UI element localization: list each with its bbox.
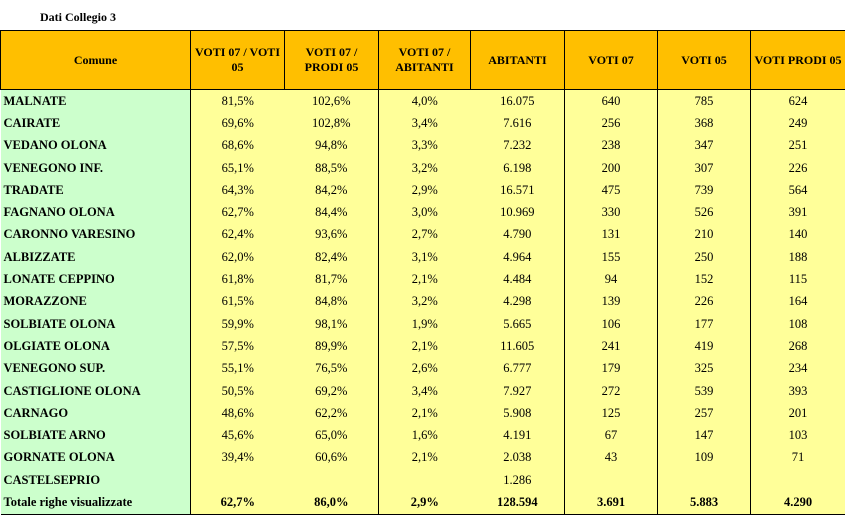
table-row bbox=[1, 335, 845, 357]
table-row bbox=[1, 90, 845, 113]
cell-ratio-prodi05 bbox=[285, 469, 379, 491]
cell-abitanti: 6.777 bbox=[471, 358, 565, 380]
cell-abitanti: 4.790 bbox=[471, 224, 565, 246]
cell-ratio-voti05: 57,5% bbox=[191, 335, 285, 357]
cell-ratio-prodi05: 76,5% bbox=[285, 358, 379, 380]
table-row bbox=[1, 201, 845, 223]
cell-ratio-prodi05: 69,2% bbox=[285, 380, 379, 402]
cell-ratio-voti05: 68,6% bbox=[191, 135, 285, 157]
cell-ratio-voti05: 61,8% bbox=[191, 268, 285, 290]
cell-voti-prodi05: 234 bbox=[751, 358, 845, 380]
cell-comune: SOLBIATE ARNO bbox=[1, 424, 191, 446]
header-row bbox=[1, 31, 845, 90]
cell-comune: MALNATE bbox=[1, 90, 191, 113]
cell-ratio-abitanti: 2,7% bbox=[379, 224, 471, 246]
cell-ratio-abitanti: 3,2% bbox=[379, 157, 471, 179]
cell-voti-prodi05 bbox=[751, 469, 845, 491]
table-row bbox=[1, 313, 845, 335]
cell-abitanti: 5.665 bbox=[471, 313, 565, 335]
cell-ratio-abitanti: 3,0% bbox=[379, 201, 471, 223]
cell-ratio-prodi05: 84,8% bbox=[285, 291, 379, 313]
cell-abitanti: 11.605 bbox=[471, 335, 565, 357]
cell-abitanti: 128.594 bbox=[471, 491, 565, 514]
cell-ratio-voti05: 81,5% bbox=[191, 90, 285, 113]
table-row bbox=[1, 157, 845, 179]
cell-voti07: 238 bbox=[565, 135, 658, 157]
page-title: Dati Collegio 3 bbox=[40, 10, 116, 24]
header-ratio-abitanti: VOTI 07 / ABITANTI bbox=[379, 31, 471, 90]
table-row bbox=[1, 447, 845, 469]
cell-abitanti: 7.232 bbox=[471, 135, 565, 157]
cell-abitanti: 16.075 bbox=[471, 90, 565, 113]
cell-comune: MORAZZONE bbox=[1, 291, 191, 313]
cell-voti05: 250 bbox=[658, 246, 751, 268]
cell-ratio-voti05: 45,6% bbox=[191, 424, 285, 446]
cell-abitanti: 2.038 bbox=[471, 447, 565, 469]
cell-ratio-voti05: 69,6% bbox=[191, 112, 285, 134]
cell-ratio-abitanti: 3,4% bbox=[379, 112, 471, 134]
cell-voti-prodi05: 624 bbox=[751, 90, 845, 113]
cell-abitanti: 4.298 bbox=[471, 291, 565, 313]
cell-voti05: 539 bbox=[658, 380, 751, 402]
cell-ratio-abitanti: 2,9% bbox=[379, 491, 471, 514]
cell-ratio-voti05: 62,7% bbox=[191, 201, 285, 223]
header-ratio-voti05: VOTI 07 / VOTI 05 bbox=[191, 31, 285, 90]
cell-voti-prodi05: 564 bbox=[751, 179, 845, 201]
cell-voti-prodi05: 188 bbox=[751, 246, 845, 268]
cell-ratio-prodi05: 82,4% bbox=[285, 246, 379, 268]
cell-comune: Totale righe visualizzate bbox=[1, 491, 191, 514]
header-voti07: VOTI 07 bbox=[565, 31, 658, 90]
cell-voti07: 330 bbox=[565, 201, 658, 223]
cell-ratio-voti05: 61,5% bbox=[191, 291, 285, 313]
cell-abitanti: 7.616 bbox=[471, 112, 565, 134]
cell-ratio-prodi05: 86,0% bbox=[285, 491, 379, 514]
cell-voti07: 106 bbox=[565, 313, 658, 335]
cell-ratio-prodi05: 102,6% bbox=[285, 90, 379, 113]
header-ratio-prodi05: VOTI 07 / PRODI 05 bbox=[285, 31, 379, 90]
cell-ratio-abitanti: 2,1% bbox=[379, 268, 471, 290]
cell-voti-prodi05: 140 bbox=[751, 224, 845, 246]
cell-ratio-abitanti: 1,9% bbox=[379, 313, 471, 335]
cell-voti05: 210 bbox=[658, 224, 751, 246]
cell-voti05: 347 bbox=[658, 135, 751, 157]
cell-ratio-abitanti: 2,6% bbox=[379, 358, 471, 380]
header-voti05: VOTI 05 bbox=[658, 31, 751, 90]
table-row bbox=[1, 291, 845, 313]
cell-voti05: 109 bbox=[658, 447, 751, 469]
cell-ratio-voti05: 59,9% bbox=[191, 313, 285, 335]
cell-comune: CARNAGO bbox=[1, 402, 191, 424]
cell-voti07: 640 bbox=[565, 90, 658, 113]
cell-abitanti: 4.964 bbox=[471, 246, 565, 268]
cell-ratio-prodi05: 62,2% bbox=[285, 402, 379, 424]
cell-ratio-voti05: 39,4% bbox=[191, 447, 285, 469]
cell-ratio-abitanti: 3,2% bbox=[379, 291, 471, 313]
cell-ratio-prodi05: 102,8% bbox=[285, 112, 379, 134]
table-row bbox=[1, 469, 845, 491]
cell-comune: CASTELSEPRIO bbox=[1, 469, 191, 491]
cell-voti07: 131 bbox=[565, 224, 658, 246]
cell-comune: OLGIATE OLONA bbox=[1, 335, 191, 357]
cell-voti07: 94 bbox=[565, 268, 658, 290]
cell-voti-prodi05: 268 bbox=[751, 335, 845, 357]
cell-ratio-voti05: 55,1% bbox=[191, 358, 285, 380]
cell-abitanti: 10.969 bbox=[471, 201, 565, 223]
cell-voti07: 272 bbox=[565, 380, 658, 402]
cell-comune: CARONNO VARESINO bbox=[1, 224, 191, 246]
cell-ratio-prodi05: 93,6% bbox=[285, 224, 379, 246]
table-row bbox=[1, 179, 845, 201]
table-row bbox=[1, 268, 845, 290]
cell-voti-prodi05: 115 bbox=[751, 268, 845, 290]
cell-ratio-prodi05: 94,8% bbox=[285, 135, 379, 157]
cell-voti-prodi05: 249 bbox=[751, 112, 845, 134]
cell-voti-prodi05: 226 bbox=[751, 157, 845, 179]
cell-voti07: 67 bbox=[565, 424, 658, 446]
cell-voti05: 147 bbox=[658, 424, 751, 446]
cell-voti05: 368 bbox=[658, 112, 751, 134]
cell-ratio-prodi05: 60,6% bbox=[285, 447, 379, 469]
cell-voti05: 739 bbox=[658, 179, 751, 201]
cell-ratio-prodi05: 88,5% bbox=[285, 157, 379, 179]
cell-ratio-abitanti: 4,0% bbox=[379, 90, 471, 113]
cell-voti-prodi05: 71 bbox=[751, 447, 845, 469]
cell-ratio-abitanti: 2,1% bbox=[379, 402, 471, 424]
cell-ratio-abitanti: 2,1% bbox=[379, 447, 471, 469]
cell-abitanti: 5.908 bbox=[471, 402, 565, 424]
cell-voti07: 241 bbox=[565, 335, 658, 357]
cell-comune: FAGNANO OLONA bbox=[1, 201, 191, 223]
cell-ratio-voti05: 64,3% bbox=[191, 179, 285, 201]
table-row bbox=[1, 135, 845, 157]
cell-comune: CAIRATE bbox=[1, 112, 191, 134]
table-row bbox=[1, 402, 845, 424]
cell-ratio-prodi05: 81,7% bbox=[285, 268, 379, 290]
cell-voti-prodi05: 108 bbox=[751, 313, 845, 335]
header-voti-prodi05: VOTI PRODI 05 bbox=[751, 31, 845, 90]
cell-voti-prodi05: 393 bbox=[751, 380, 845, 402]
cell-voti05: 152 bbox=[658, 268, 751, 290]
cell-abitanti: 4.191 bbox=[471, 424, 565, 446]
cell-voti05: 526 bbox=[658, 201, 751, 223]
cell-ratio-voti05: 62,0% bbox=[191, 246, 285, 268]
cell-comune: VENEGONO INF. bbox=[1, 157, 191, 179]
cell-voti-prodi05: 103 bbox=[751, 424, 845, 446]
data-table bbox=[0, 30, 845, 515]
cell-ratio-abitanti: 1,6% bbox=[379, 424, 471, 446]
cell-voti05: 785 bbox=[658, 90, 751, 113]
cell-ratio-voti05: 48,6% bbox=[191, 402, 285, 424]
cell-ratio-abitanti: 2,9% bbox=[379, 179, 471, 201]
table-row bbox=[1, 424, 845, 446]
cell-voti07: 139 bbox=[565, 291, 658, 313]
cell-comune: LONATE CEPPINO bbox=[1, 268, 191, 290]
cell-ratio-voti05: 50,5% bbox=[191, 380, 285, 402]
cell-voti07: 155 bbox=[565, 246, 658, 268]
cell-ratio-abitanti: 2,1% bbox=[379, 335, 471, 357]
total-row bbox=[1, 491, 845, 514]
cell-voti07: 256 bbox=[565, 112, 658, 134]
cell-abitanti: 16.571 bbox=[471, 179, 565, 201]
cell-abitanti: 7.927 bbox=[471, 380, 565, 402]
cell-ratio-prodi05: 84,2% bbox=[285, 179, 379, 201]
cell-ratio-voti05: 62,7% bbox=[191, 491, 285, 514]
cell-ratio-prodi05: 98,1% bbox=[285, 313, 379, 335]
cell-ratio-abitanti bbox=[379, 469, 471, 491]
cell-voti07: 125 bbox=[565, 402, 658, 424]
cell-abitanti: 1.286 bbox=[471, 469, 565, 491]
cell-voti07: 3.691 bbox=[565, 491, 658, 514]
cell-comune: SOLBIATE OLONA bbox=[1, 313, 191, 335]
cell-ratio-voti05 bbox=[191, 469, 285, 491]
header-abitanti: ABITANTI bbox=[471, 31, 565, 90]
cell-voti-prodi05: 391 bbox=[751, 201, 845, 223]
cell-comune: VEDANO OLONA bbox=[1, 135, 191, 157]
cell-ratio-abitanti: 3,4% bbox=[379, 380, 471, 402]
cell-voti05: 177 bbox=[658, 313, 751, 335]
cell-ratio-prodi05: 65,0% bbox=[285, 424, 379, 446]
table-row bbox=[1, 380, 845, 402]
cell-comune: VENEGONO SUP. bbox=[1, 358, 191, 380]
cell-comune: GORNATE OLONA bbox=[1, 447, 191, 469]
cell-voti05: 419 bbox=[658, 335, 751, 357]
table-row bbox=[1, 112, 845, 134]
table-body bbox=[1, 90, 845, 515]
cell-voti07 bbox=[565, 469, 658, 491]
cell-ratio-abitanti: 3,1% bbox=[379, 246, 471, 268]
cell-abitanti: 6.198 bbox=[471, 157, 565, 179]
cell-voti-prodi05: 164 bbox=[751, 291, 845, 313]
cell-ratio-prodi05: 84,4% bbox=[285, 201, 379, 223]
cell-voti05: 257 bbox=[658, 402, 751, 424]
table-row bbox=[1, 358, 845, 380]
cell-ratio-voti05: 62,4% bbox=[191, 224, 285, 246]
cell-abitanti: 4.484 bbox=[471, 268, 565, 290]
cell-voti07: 179 bbox=[565, 358, 658, 380]
header-comune: Comune bbox=[1, 31, 191, 90]
cell-voti05: 325 bbox=[658, 358, 751, 380]
cell-ratio-voti05: 65,1% bbox=[191, 157, 285, 179]
cell-ratio-abitanti: 3,3% bbox=[379, 135, 471, 157]
table-row bbox=[1, 224, 845, 246]
cell-voti07: 200 bbox=[565, 157, 658, 179]
cell-comune: CASTIGLIONE OLONA bbox=[1, 380, 191, 402]
cell-voti-prodi05: 4.290 bbox=[751, 491, 845, 514]
table-row bbox=[1, 246, 845, 268]
cell-voti05: 226 bbox=[658, 291, 751, 313]
cell-comune: ALBIZZATE bbox=[1, 246, 191, 268]
cell-voti07: 475 bbox=[565, 179, 658, 201]
cell-voti05: 5.883 bbox=[658, 491, 751, 514]
cell-voti05: 307 bbox=[658, 157, 751, 179]
cell-voti07: 43 bbox=[565, 447, 658, 469]
cell-ratio-prodi05: 89,9% bbox=[285, 335, 379, 357]
cell-voti-prodi05: 251 bbox=[751, 135, 845, 157]
cell-voti05 bbox=[658, 469, 751, 491]
cell-voti-prodi05: 201 bbox=[751, 402, 845, 424]
cell-comune: TRADATE bbox=[1, 179, 191, 201]
